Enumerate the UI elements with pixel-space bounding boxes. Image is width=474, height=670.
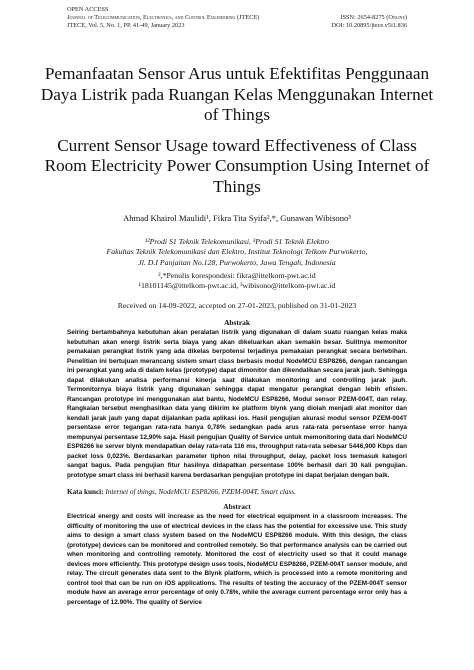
title-indonesian: Pemanfaatan Sensor Arus untuk Efektifitas Penggunaan Daya Listrik pada Ruangan Kelas Menggunakan Internet of Things [40,64,434,124]
journal-doi[interactable]: DOI: 10.20895/jtece.v5i1.836 [331,22,407,29]
journal-name: Journal of Telecommunication, Electronics, and Control Engineering (JTECE) [67,14,260,21]
open-access-label: OPEN ACCESS [67,6,109,13]
affiliation-line-1: ¹²Prodi S1 Teknik Telekomunikasi, ³Prodi S1 Teknik Elektro [144,237,330,246]
abstract-section [67,502,407,607]
affiliation-line-3: Jl. D.I Panjaitan No.128, Purwokerto, Jawa Tengah, Indonesia [138,257,336,267]
abstrak-text: Seiring bertambahnya kebutuhan akan peralatan listrik yang digunakan di dalam suatu ruangan kelas maka kebutuhan akan energi listrik serta biaya yang akan dikeluarkan akan semakin besar. Sulitnya memonitor pemakaian perangkat listrik yang ada dikelas berpotensi terjadinya pemakaian perangkat secara berlebihan. Penelitian ini bertujuan merancang sistem smart class berbasis modul NodeMCU ESP8266, dengan rancangan ini perangkat yang ada di dalam kelas (prototype) dapat dimonitor dan dikendalikan secara jarak jauh. Sehingga dapat dilakukan analisa performansi kinerja saat dilakukan monitoring and controlling jarak jauh. Termonitornya biaya listrik yang digunakan sehingga dapat mengatur perangkat dengan lebih efisien. Rancangan prototype ini menggunakan alat bantu, NodeMCU ESP8266, Modul sensor PZEM-004T, dan relay. Rangkaian tersebut menghasilkan data yang dikirim ke platform blynk yang diolah menjadi alat monitor dan kendali jarak jauh yang dapat dijalankan pada aplikasi ios. Hasil pengujian akurasi modul sensor PZEM-004T persentase error tegangan rata-rata hanya 0,78% sedangkan pada arus rata-rata persentase error hanya mempunyai persentase 12,90% saja. Hasil pengujian Quality of Service untuk memonitoring data dari NodeMCU ESP8266 ke server blynk mendapatkan delay rata-rata 116 ms, throughput rata-rata sebesar 5446,900 Kbps dan packet loss 0,023%. Berdasarkan parameter tiphon nilai throughput, delay, packet loss termasuk kategori sangat bagus. Pada pengujian fitur hasilnya didapatkan persentase 100% berhasil dari 30 kali pengujian. prototype smart class ini berhasil karena berdasarkan pengujian prototype ini dapat berjalan dengan baik. [67,329,407,479]
author-emails[interactable]: ¹18101145@ittelkom-pwt.ac.id, ³wibisono@ittelkom-pwt.ac.id [138,281,336,291]
journal-volume: JTECE, Vol. 5, No. 1, PP. 41-49, January 2023 [67,22,185,29]
title-block [40,64,434,197]
corresponding-author[interactable]: ²,*Penulis korespondesi: fikra@ittelkom-pwt.ac.id [158,271,316,280]
abstrak-heading: Abstrak [224,318,250,327]
affiliation-line-2: Fakultas Teknik Telekomunikasi dan Elektro, Institut Teknologi Telkom Purwokerto, [106,247,368,257]
journal-header [67,6,407,30]
publication-dates: Received on 14-09-2022, accepted on 27-01-2023, published on 31-01-2023 [117,301,357,310]
abstract-heading: Abstract [223,502,251,511]
journal-issn: ISSN: 2654-8275 (Online) [340,14,407,21]
contact-info [50,271,424,292]
keywords-label: Kata kunci: [67,488,104,496]
author-list: Ahmad Khairol Maulidi¹, Fikra Tita Syifa²,*, Gunawan Wibisono³ [123,213,351,223]
abstrak-section [67,318,407,480]
title-english: Current Sensor Usage toward Effectiveness of Class Room Electricity Power Consumption Using Internet of Things [44,135,430,196]
keywords-text: Internet of things, NodeMCU ESP8266, PZEM-004T, Smart class. [105,488,296,496]
abstract-text: Electrical energy and costs will increase as the need for electrical equipment in a classroom increases. The difficulty of monitoring the use of electrical devices in the class has the potential for excessive use. This study aims to design a smart class system based on the NodeMCU ESP8266 module. With this design, the class (prototype) devices can be monitored and controlled remotely. So that performance analysis can be carried out when monitoring and controlling remotely. Monitored the cost of electricity used so that it could manage devices more efficiently. This prototype design uses tools, NodeMCU ESP8266, PZEM-004T sensor module, and relay. The circuit generates data sent to the Blynk platform, which is processed into a remote monitoring and control tool that can be run on iOS applications. The results of testing the accuracy of the PZEM-004T sensor module have an average error percentage of only 0.78%, while the average current percentage error only has a percentage of 12.90%. The quality of Service [67,513,407,606]
affiliation [50,237,424,268]
keywords [67,488,407,497]
